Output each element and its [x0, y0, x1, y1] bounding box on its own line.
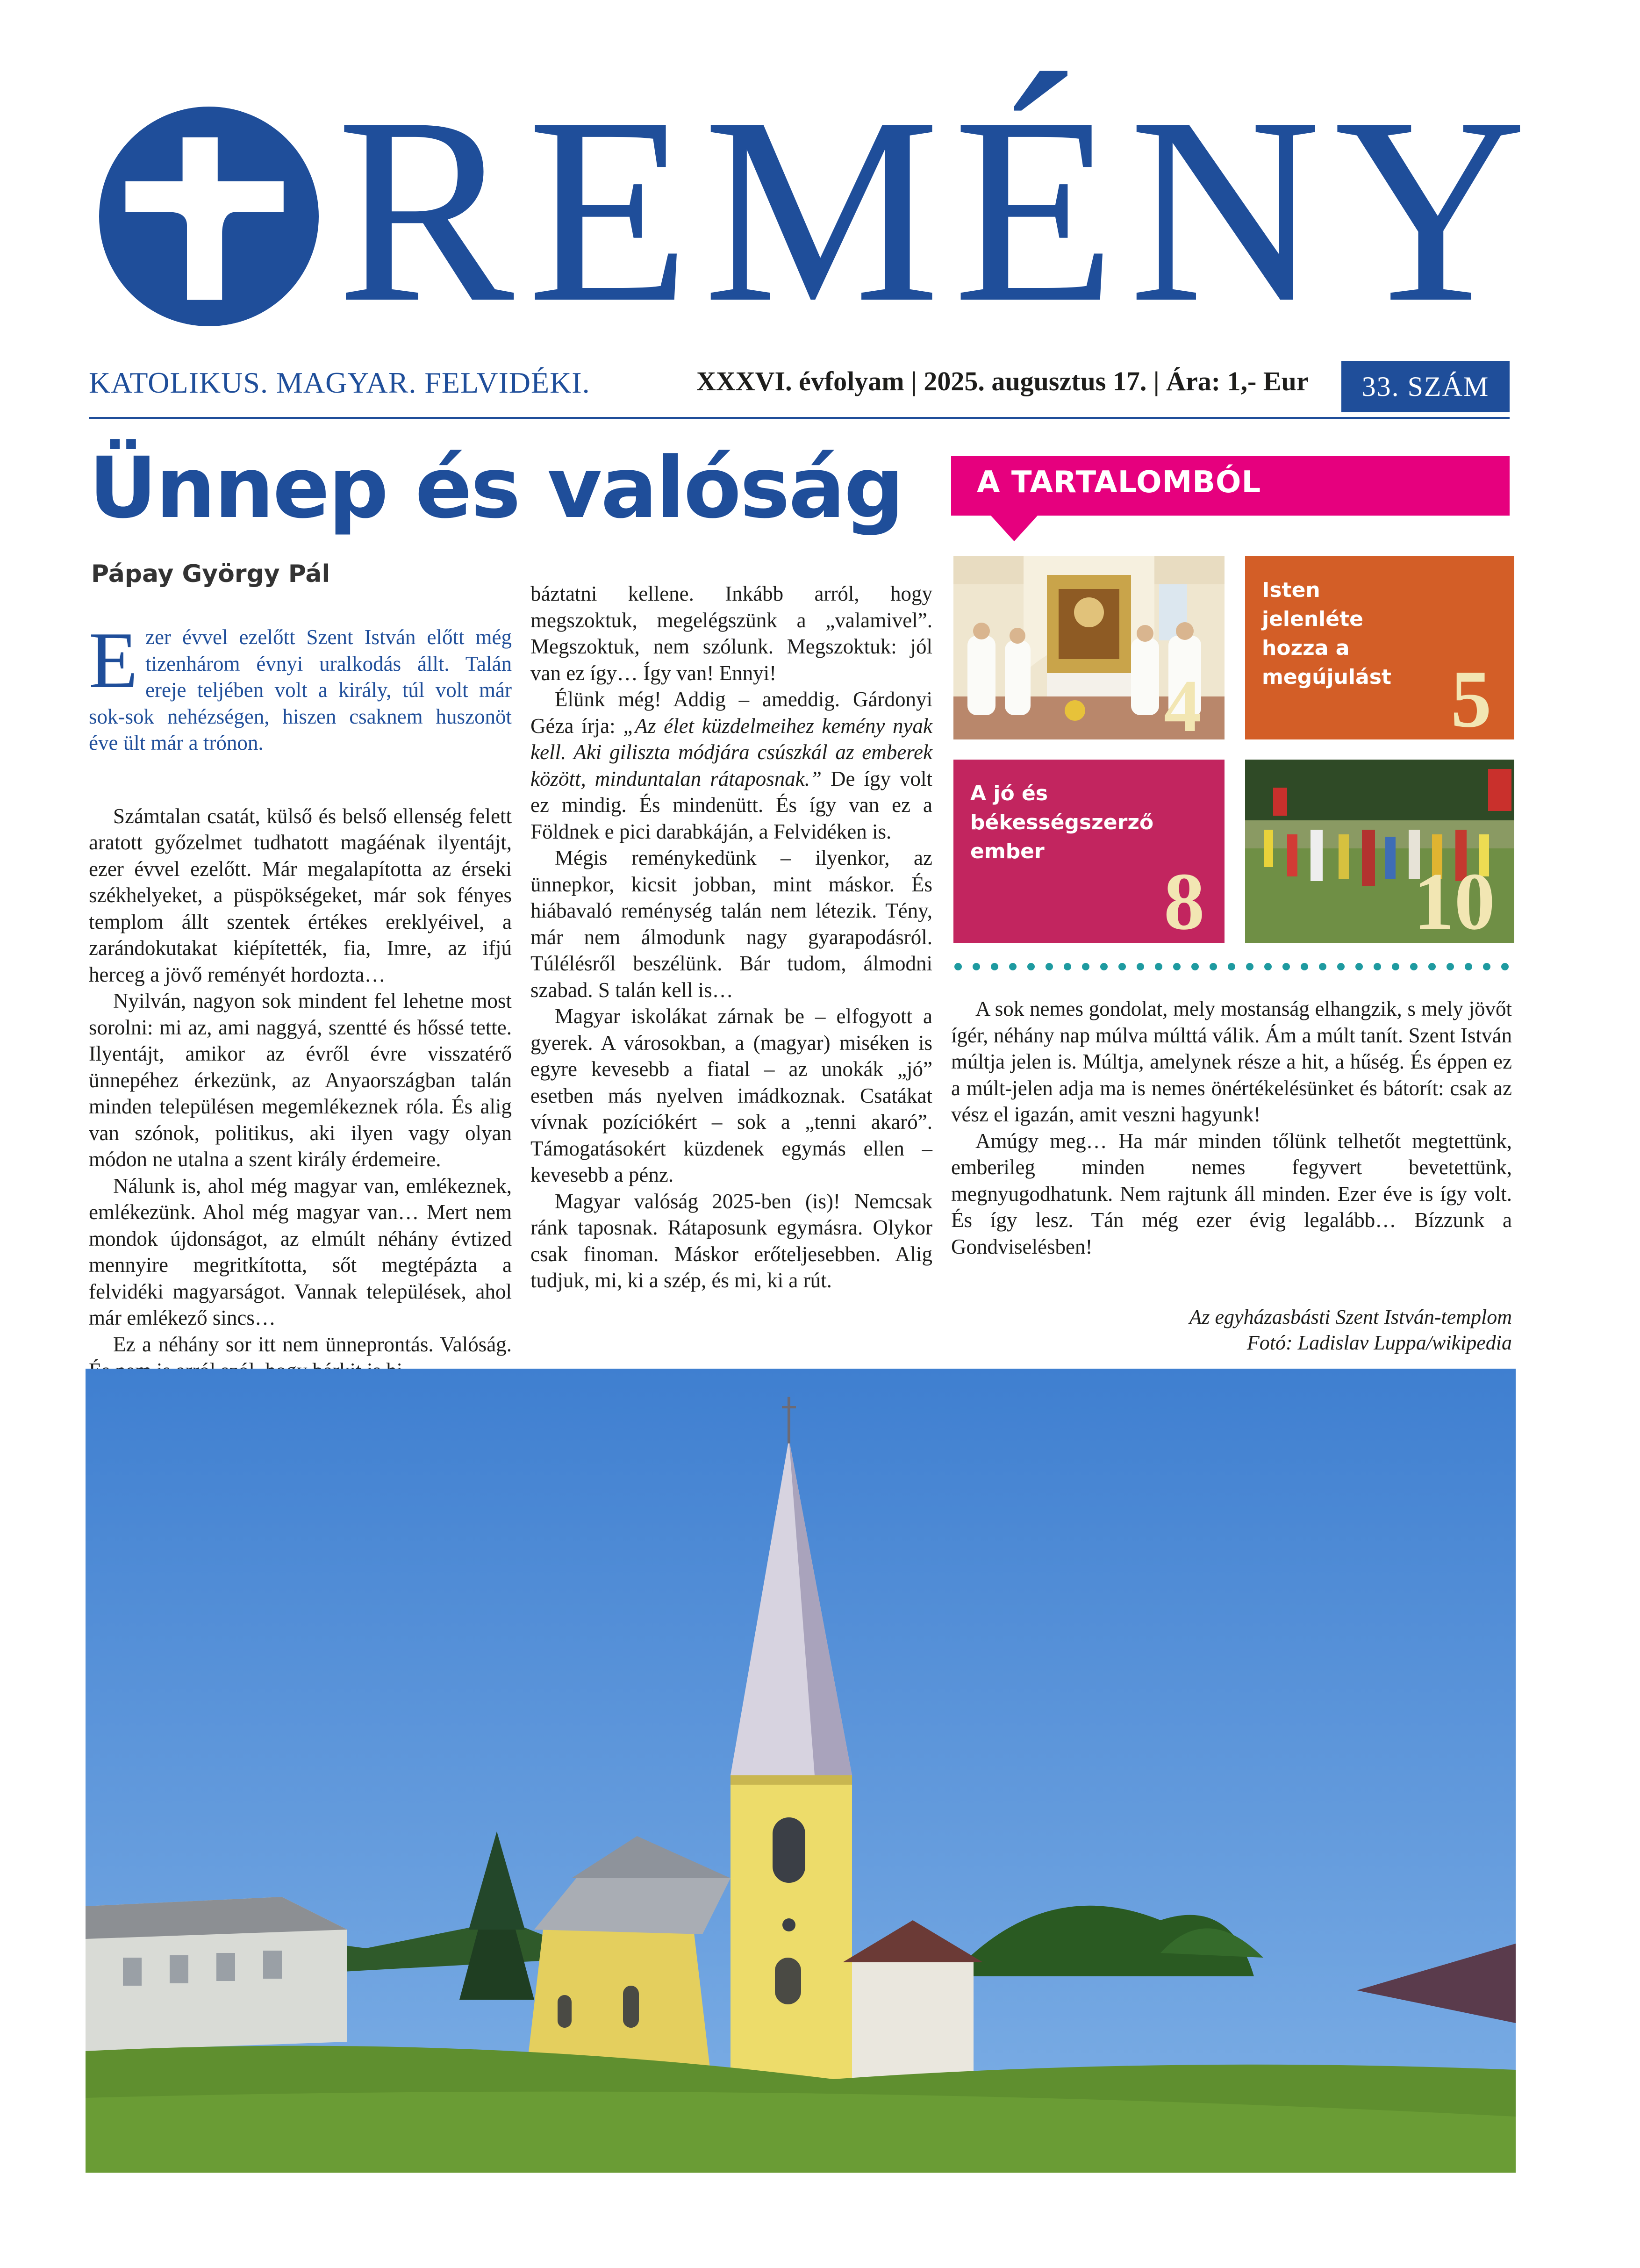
issue-number-badge: 33. SZÁM: [1341, 361, 1510, 412]
dotted-divider: [953, 962, 1514, 971]
issue-meta: XXXVI. évfolyam | 2025. augusztus 17. | Ára: 1,- Eur: [696, 366, 1309, 396]
caption-credit: Fotó: Ladislav Luppa/wikipedia: [1246, 1331, 1512, 1354]
article-column-1: [89, 616, 512, 1384]
church-photo: [86, 1369, 1516, 2173]
contents-tile-page-10[interactable]: [1245, 760, 1514, 943]
article-column-3: [951, 996, 1512, 1260]
paragraph: Mégis reménykedünk – ilyenkor, az ünnepkor, kicsit jobban, mint máskor. És hiábavaló reménység talán nem létezik. Tény, már nem álmodunk nagy gyarapodásról. Túlélésről beszélünk. Bár tudom, álmodni szabad. S talán kell is…: [530, 846, 932, 1002]
paragraph: báztatni kellene. Inkább arról, hogy megszoktuk, megelégszünk a „valamivel”. Megszoktuk, nem szólunk. Megszoktuk: jól van ez így… Így van! Ennyi!: [530, 582, 932, 685]
paragraph: A sok nemes gondolat, mely mostanság elhangzik, s mely jövőt ígér, néhány nap múlva múlttá válik. Ám a múlt tanít. Szent István múltja jelen is. Múltja, amelynek része a hit, a hűség. És éppen ez a múlt-jelen adja ma is nemes önértékelésünket és bátorít: csak az vész el igazán, amit veszni hagyunk!: [951, 997, 1512, 1126]
contents-pointer: [991, 516, 1038, 541]
article-column-2: [530, 581, 932, 1294]
paragraph: Számtalan csatát, külső és belső ellenség felett aratott győzelmet tudhatott magáénak ilyentájt, ezer évvel ezelőtt. Már megalapította az érseki székhelyeket, a püspökségeket, már sok fényes templom állt szentek értékes ereklyéivel, a zarándokutakat kiépítették, fia, Imre, az ifjú herceg a jövő reményét hordozta…: [89, 804, 512, 986]
quote: „Az élet küzdelmeihez kemény nyak kell. Aki giliszta módjára csúszkál az emberek között, minduntalan rátaposnak.”: [530, 714, 932, 790]
caption-title: Az egyházasbásti Szent István-templom: [1189, 1306, 1512, 1328]
tile-page-number: 10: [1413, 856, 1495, 943]
paragraph: Ez a néhány sor itt nem ünneprontás. Valóság.: [113, 1332, 512, 1356]
masthead-title: REMÉNY: [337, 63, 1540, 358]
tile-page-number: 4: [1164, 664, 1201, 739]
contents-title: A TARTALOMBÓL: [977, 465, 1261, 500]
contents-tile-page-8[interactable]: [953, 760, 1225, 943]
paragraph: Amúgy meg… Ha már minden tőlünk telhetőt megtettünk, emberileg minden nemes fegyvert bevetettünk, megnyugodhatunk. Nem rajtunk áll minden. Ezer éve is így volt. És így lesz. Tán még ezer évig legalább… Bízzunk a Gondviselésben!: [951, 1129, 1512, 1258]
tile-page-number: 8: [1164, 856, 1205, 943]
paragraph: Magyar iskolákat zárnak be – elfogyott a gyerek. A városokban, a (magyar) miséken is egyre kevesebb a fiatal – az unokák „jó” esetben más nyelven imádkoznak. Csatákat vívnak pozíciókért – sok a „tenni akaró”. Támogatásokért küzdenek egymás ellen – kevesebb a pénz.: [530, 1005, 932, 1186]
article-headline: Ünnep és valóság: [89, 439, 903, 537]
paragraph: Magyar valóság 2025-ben (is)! Nemcsak ránk taposnak. Rátaposunk egymásra. Olykor csak finoman. Máskor erőteljesebben. Alig tudjuk, mi, ki a szép, és mi, ki a rút.: [530, 1189, 932, 1292]
lead-text: zer évvel ezelőtt Szent István előtt még tizenhárom évnyi uralkodás állt. Talán ereje teljében volt a király, túl volt már sok-sok nehézségen, hiszen csaknem huszonöt éve ült már a trónon.: [89, 625, 512, 754]
paragraph: Nálunk is, ahol még magyar van, emlékeznek, emlékezünk. Ahol még magyar van… Mert nem mondok újdonságot, az elmúlt néhány évtized mennyire megritkította, sőt megtépázta a felvidéki magyarságot. Vannak települések, ahol már emlékező sincs…: [89, 1174, 512, 1329]
article-lead: [89, 616, 512, 756]
photo-caption: [951, 1304, 1512, 1356]
tile-label: A jó és békességszerző ember: [970, 782, 1154, 863]
contents-tile-page-5[interactable]: [1245, 556, 1514, 739]
paragraph: Nyilván, nagyon sok mindent fel lehetne most sorolni: mi az, ami naggyá, szentté és hőssé tette. Ilyentájt, amikor az évről évre visszatérő ünnepéhez érkezünk, az Anyaországban talán minden településen megemlékeznek róla. És alig van szónok, politikus, aki ilyen vagy olyan módon ne utalna a szent király érdemeire.: [89, 989, 512, 1171]
cross-in-circle-icon: [99, 107, 319, 326]
tagline: KATOLIKUS. MAGYAR. FELVIDÉKI.: [89, 366, 590, 399]
drop-cap: E: [89, 616, 138, 705]
article-author: Pápay György Pál: [91, 560, 330, 588]
tile-label: Isten jelenléte hozza a megújulást: [1262, 578, 1391, 689]
header-divider: [89, 417, 1510, 419]
paragraph: Élünk még! Addig – ameddig. Gárdonyi Géza írja: „Az élet küzdelmeihez kemény nyak kell. Aki giliszta módjára csúszkál az emberek között, minduntalan rátaposnak.” De így volt ez mindig. És mindenütt. És így van ez a Földnek e pici darabkáján, a Felvidéken is.: [530, 688, 932, 843]
contents-tile-page-4[interactable]: [953, 556, 1225, 739]
tile-page-number: 5: [1451, 653, 1492, 739]
